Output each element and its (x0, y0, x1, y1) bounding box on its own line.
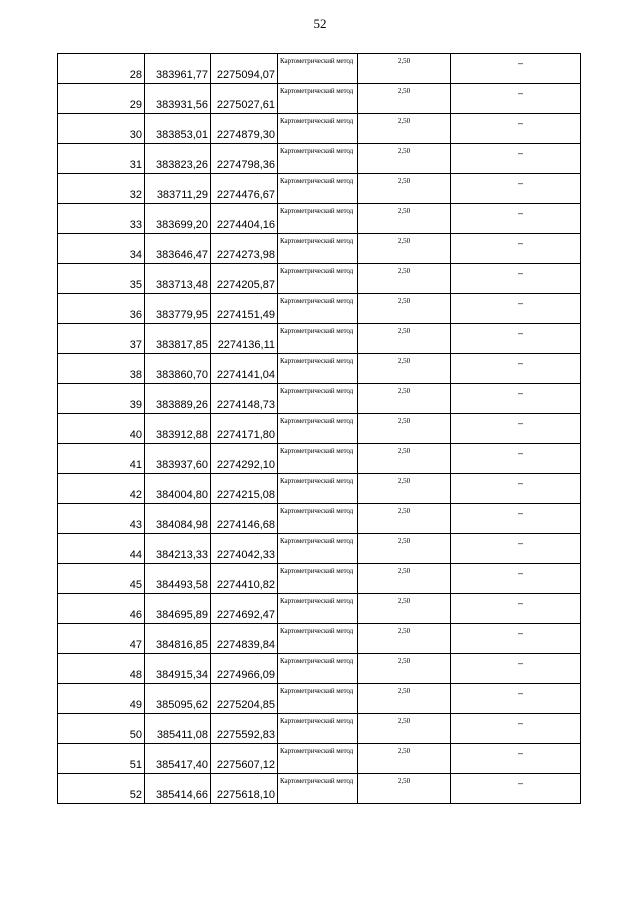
point-number-cell: 51 (58, 744, 145, 774)
point-number-cell: 45 (58, 564, 145, 594)
accuracy-cell: 2,50 (358, 564, 451, 594)
table-row (58, 594, 581, 624)
x-coordinate-cell: 384004,80 (145, 474, 211, 504)
x-coordinate-cell: 385411,08 (145, 714, 211, 744)
point-number-cell: 42 (58, 474, 145, 504)
y-coordinate-cell: 2274798,36 (211, 144, 278, 174)
x-coordinate-cell: 383931,56 (145, 84, 211, 114)
note-cell: – (451, 84, 581, 114)
accuracy-cell: 2,50 (358, 444, 451, 474)
table-row (58, 714, 581, 744)
note-cell: – (451, 234, 581, 264)
x-coordinate-cell: 384816,85 (145, 624, 211, 654)
note-cell: – (451, 54, 581, 84)
point-number-cell: 33 (58, 204, 145, 234)
y-coordinate-cell: 2274879,30 (211, 114, 278, 144)
method-cell: Картометрический метод (278, 264, 358, 294)
x-coordinate-cell: 384213,33 (145, 534, 211, 564)
x-coordinate-cell: 383937,60 (145, 444, 211, 474)
x-coordinate-cell: 383646,47 (145, 234, 211, 264)
note-cell: – (451, 684, 581, 714)
table-row (58, 264, 581, 294)
point-number-cell: 30 (58, 114, 145, 144)
x-coordinate-cell: 383961,77 (145, 54, 211, 84)
note-cell: – (451, 534, 581, 564)
point-number-cell: 49 (58, 684, 145, 714)
y-coordinate-cell: 2274839,84 (211, 624, 278, 654)
y-coordinate-cell: 2274410,82 (211, 564, 278, 594)
method-cell: Картометрический метод (278, 84, 358, 114)
note-cell: – (451, 204, 581, 234)
accuracy-cell: 2,50 (358, 354, 451, 384)
x-coordinate-cell: 383912,88 (145, 414, 211, 444)
table-row (58, 444, 581, 474)
point-number-cell: 36 (58, 294, 145, 324)
table-row (58, 744, 581, 774)
point-number-cell: 46 (58, 594, 145, 624)
table-body (58, 54, 581, 804)
point-number-cell: 50 (58, 714, 145, 744)
accuracy-cell: 2,50 (358, 174, 451, 204)
method-cell: Картометрический метод (278, 54, 358, 84)
method-cell: Картометрический метод (278, 114, 358, 144)
table-row (58, 654, 581, 684)
y-coordinate-cell: 2274476,67 (211, 174, 278, 204)
accuracy-cell: 2,50 (358, 234, 451, 264)
method-cell: Картометрический метод (278, 354, 358, 384)
coordinates-table (57, 53, 581, 804)
note-cell: – (451, 114, 581, 144)
x-coordinate-cell: 383889,26 (145, 384, 211, 414)
x-coordinate-cell: 383860,70 (145, 354, 211, 384)
x-coordinate-cell: 384915,34 (145, 654, 211, 684)
table-row (58, 474, 581, 504)
method-cell: Картометрический метод (278, 294, 358, 324)
table-row (58, 564, 581, 594)
note-cell: – (451, 144, 581, 174)
point-number-cell: 29 (58, 84, 145, 114)
method-cell: Картометрический метод (278, 684, 358, 714)
table-row (58, 534, 581, 564)
method-cell: Картометрический метод (278, 714, 358, 744)
x-coordinate-cell: 383779,95 (145, 294, 211, 324)
point-number-cell: 38 (58, 354, 145, 384)
accuracy-cell: 2,50 (358, 324, 451, 354)
table-row (58, 354, 581, 384)
note-cell: – (451, 264, 581, 294)
method-cell: Картометрический метод (278, 414, 358, 444)
method-cell: Картометрический метод (278, 474, 358, 504)
point-number-cell: 37 (58, 324, 145, 354)
accuracy-cell: 2,50 (358, 714, 451, 744)
accuracy-cell: 2,50 (358, 474, 451, 504)
method-cell: Картометрический метод (278, 144, 358, 174)
point-number-cell: 34 (58, 234, 145, 264)
table-row (58, 144, 581, 174)
method-cell: Картометрический метод (278, 174, 358, 204)
note-cell: – (451, 624, 581, 654)
method-cell: Картометрический метод (278, 384, 358, 414)
x-coordinate-cell: 385417,40 (145, 744, 211, 774)
accuracy-cell: 2,50 (358, 54, 451, 84)
y-coordinate-cell: 2275592,83 (211, 714, 278, 744)
y-coordinate-cell: 2275618,10 (211, 774, 278, 804)
method-cell: Картометрический метод (278, 624, 358, 654)
table-row (58, 774, 581, 804)
point-number-cell: 43 (58, 504, 145, 534)
point-number-cell: 41 (58, 444, 145, 474)
note-cell: – (451, 564, 581, 594)
note-cell: – (451, 594, 581, 624)
method-cell: Картометрический метод (278, 564, 358, 594)
y-coordinate-cell: 2274171,80 (211, 414, 278, 444)
point-number-cell: 31 (58, 144, 145, 174)
note-cell: – (451, 414, 581, 444)
note-cell: – (451, 384, 581, 414)
table-row (58, 114, 581, 144)
x-coordinate-cell: 384084,98 (145, 504, 211, 534)
note-cell: – (451, 174, 581, 204)
accuracy-cell: 2,50 (358, 204, 451, 234)
y-coordinate-cell: 2275094,07 (211, 54, 278, 84)
y-coordinate-cell: 2275607,12 (211, 744, 278, 774)
method-cell: Картометрический метод (278, 654, 358, 684)
point-number-cell: 28 (58, 54, 145, 84)
method-cell: Картометрический метод (278, 504, 358, 534)
page-number: 52 (313, 16, 327, 31)
method-cell: Картометрический метод (278, 324, 358, 354)
table-row (58, 234, 581, 264)
note-cell: – (451, 354, 581, 384)
table-row (58, 204, 581, 234)
y-coordinate-cell: 2274292,10 (211, 444, 278, 474)
y-coordinate-cell: 2274273,98 (211, 234, 278, 264)
accuracy-cell: 2,50 (358, 84, 451, 114)
note-cell: – (451, 294, 581, 324)
point-number-cell: 32 (58, 174, 145, 204)
x-coordinate-cell: 385414,66 (145, 774, 211, 804)
method-cell: Картометрический метод (278, 234, 358, 264)
x-coordinate-cell: 384695,89 (145, 594, 211, 624)
y-coordinate-cell: 2274966,09 (211, 654, 278, 684)
accuracy-cell: 2,50 (358, 384, 451, 414)
note-cell: – (451, 744, 581, 774)
note-cell: – (451, 714, 581, 744)
y-coordinate-cell: 2274148,73 (211, 384, 278, 414)
method-cell: Картометрический метод (278, 594, 358, 624)
method-cell: Картометрический метод (278, 444, 358, 474)
note-cell: – (451, 774, 581, 804)
point-number-cell: 48 (58, 654, 145, 684)
y-coordinate-cell: 2274042,33 (211, 534, 278, 564)
table-row (58, 414, 581, 444)
table-row (58, 54, 581, 84)
accuracy-cell: 2,50 (358, 744, 451, 774)
y-coordinate-cell: 2275204,85 (211, 684, 278, 714)
table-row (58, 174, 581, 204)
table-row (58, 684, 581, 714)
y-coordinate-cell: 2274692,47 (211, 594, 278, 624)
y-coordinate-cell: 2274151,49 (211, 294, 278, 324)
x-coordinate-cell: 384493,58 (145, 564, 211, 594)
note-cell: – (451, 444, 581, 474)
note-cell: – (451, 504, 581, 534)
accuracy-cell: 2,50 (358, 264, 451, 294)
x-coordinate-cell: 383817,85 (145, 324, 211, 354)
method-cell: Картометрический метод (278, 774, 358, 804)
x-coordinate-cell: 383823,26 (145, 144, 211, 174)
x-coordinate-cell: 383713,48 (145, 264, 211, 294)
x-coordinate-cell: 383853,01 (145, 114, 211, 144)
y-coordinate-cell: 2274136,11 (211, 324, 278, 354)
table-row (58, 504, 581, 534)
x-coordinate-cell: 385095,62 (145, 684, 211, 714)
method-cell: Картометрический метод (278, 204, 358, 234)
point-number-cell: 44 (58, 534, 145, 564)
accuracy-cell: 2,50 (358, 774, 451, 804)
x-coordinate-cell: 383711,29 (145, 174, 211, 204)
table-row (58, 294, 581, 324)
method-cell: Картометрический метод (278, 534, 358, 564)
x-coordinate-cell: 383699,20 (145, 204, 211, 234)
point-number-cell: 52 (58, 774, 145, 804)
y-coordinate-cell: 2274205,87 (211, 264, 278, 294)
note-cell: – (451, 654, 581, 684)
point-number-cell: 35 (58, 264, 145, 294)
table-row (58, 384, 581, 414)
accuracy-cell: 2,50 (358, 114, 451, 144)
y-coordinate-cell: 2274404,16 (211, 204, 278, 234)
method-cell: Картометрический метод (278, 744, 358, 774)
table-row (58, 84, 581, 114)
accuracy-cell: 2,50 (358, 534, 451, 564)
point-number-cell: 47 (58, 624, 145, 654)
y-coordinate-cell: 2274141,04 (211, 354, 278, 384)
accuracy-cell: 2,50 (358, 414, 451, 444)
point-number-cell: 39 (58, 384, 145, 414)
y-coordinate-cell: 2274146,68 (211, 504, 278, 534)
accuracy-cell: 2,50 (358, 504, 451, 534)
accuracy-cell: 2,50 (358, 294, 451, 324)
note-cell: – (451, 324, 581, 354)
accuracy-cell: 2,50 (358, 654, 451, 684)
point-number-cell: 40 (58, 414, 145, 444)
accuracy-cell: 2,50 (358, 594, 451, 624)
accuracy-cell: 2,50 (358, 684, 451, 714)
y-coordinate-cell: 2275027,61 (211, 84, 278, 114)
note-cell: – (451, 474, 581, 504)
table-row (58, 624, 581, 654)
y-coordinate-cell: 2274215,08 (211, 474, 278, 504)
accuracy-cell: 2,50 (358, 624, 451, 654)
table-row (58, 324, 581, 354)
accuracy-cell: 2,50 (358, 144, 451, 174)
